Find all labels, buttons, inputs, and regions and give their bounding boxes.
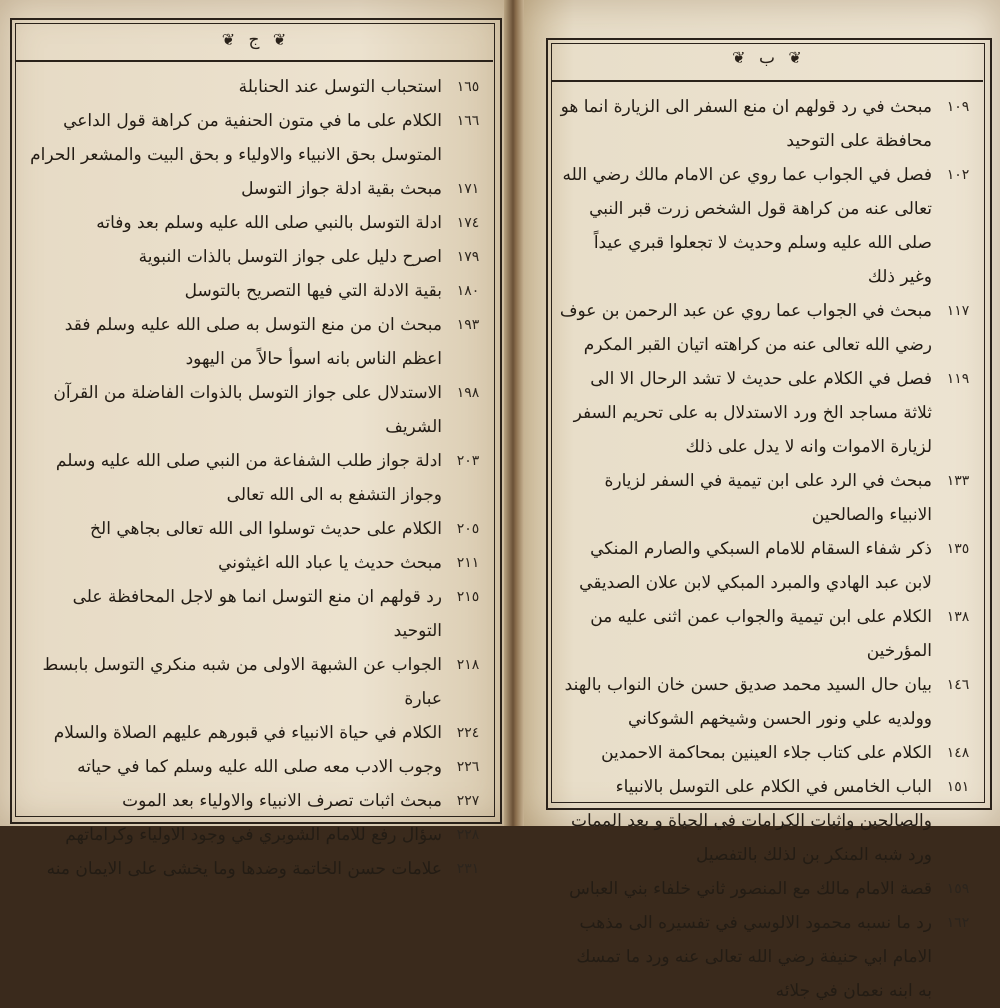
entry-title: رد قولهم ان منع التوسل انما هو لاجل المحافظة على التوحيد	[72, 587, 442, 641]
page-number: ٢٢٧	[456, 793, 480, 809]
toc-entry	[558, 770, 978, 872]
toc-entry	[22, 376, 488, 444]
toc-entry	[22, 274, 488, 308]
page-number: ١٧٤	[456, 215, 480, 231]
toc-entry	[558, 872, 978, 906]
toc-entry	[558, 736, 978, 770]
ornament-icon: ❦	[788, 48, 802, 67]
entry-title: مبحث في الرد على ابن تيمية في السفر لزيارة الانبياء والصالحين	[604, 471, 932, 525]
page-number: ١٤٦	[946, 677, 970, 693]
entry-title: مبحث حديث يا عباد الله اغيثوني	[218, 553, 442, 573]
entry-title: سؤال رفع للامام الشوبري في وجود الاولياء وكراماتهم	[65, 825, 442, 845]
page-number: ٢٠٣	[456, 453, 480, 469]
header-rule	[15, 60, 493, 62]
entry-title: مبحث بقية ادلة جواز التوسل	[241, 179, 442, 199]
page-number: ١٧١	[456, 181, 480, 197]
page-number: ١٣٨	[946, 609, 970, 625]
toc-entry	[558, 668, 978, 736]
page-number: ١٩٣	[456, 317, 480, 333]
toc-entry	[22, 308, 488, 376]
page-number: ١٦٢	[946, 915, 970, 931]
toc-entry	[22, 546, 488, 580]
page-number: ١١٩	[946, 371, 970, 387]
page-number: ٢٢٤	[456, 725, 480, 741]
header-rule	[551, 80, 983, 82]
entry-title: مبحث ان من منع التوسل به صلى الله عليه وسلم فقد اعظم الناس بانه اسوأ حالاً من اليهود	[64, 315, 442, 369]
toc-entry	[22, 240, 488, 274]
page-number: ٢١١	[456, 555, 480, 571]
toc-entry	[22, 444, 488, 512]
page-number: ١٤٨	[946, 745, 970, 761]
toc-entry	[22, 172, 488, 206]
page-number: ١٨٠	[456, 283, 480, 299]
toc-entry	[22, 852, 488, 886]
page-number: ١٠٢	[946, 167, 970, 183]
page-number: ٢٢٨	[456, 827, 480, 843]
page-number: ٢١٨	[456, 657, 480, 673]
ornament-icon: ❦	[221, 30, 236, 49]
entry-title: قصة الامام مالك مع المنصور ثاني خلفاء بني العباس	[569, 879, 932, 899]
ornament-icon: ❦	[272, 30, 287, 49]
toc-entry	[22, 716, 488, 750]
page-number: ١٦٦	[456, 113, 480, 129]
entry-title: الكلام على ما في متون الحنفية من كراهة قول الداعي المتوسل بحق الانبياء والاولياء و بحق البيت والمشعر الحرام	[30, 111, 442, 165]
toc-entry	[22, 206, 488, 240]
toc-entry	[558, 362, 978, 464]
entry-title: رد ما نسبه محمود الالوسي في تفسيره الى مذهب الامام ابي حنيفة رضي الله تعالى عنه ورد ما تمسك به ابنه نعمان في جلائه	[576, 913, 932, 1001]
entry-title: الكلام في حياة الانبياء في قبورهم عليهم الصلاة والسلام	[53, 723, 442, 743]
page-number: ١٣٣	[946, 473, 970, 489]
entry-title: الاستدلال على جواز التوسل بالذوات الفاضلة من القرآن الشريف	[53, 383, 442, 437]
toc-entry	[558, 294, 978, 362]
toc-entry	[22, 580, 488, 648]
entry-title: علامات حسن الخاتمة وضدها وما يخشى على الايمان منه	[46, 859, 442, 879]
page-number: ٢٠٥	[456, 521, 480, 537]
entry-title: استحباب التوسل عند الحنابلة	[238, 77, 442, 97]
entry-title: مبحث في رد قولهم ان منع السفر الى الزيارة انما هو محافظة على التوحيد	[560, 97, 932, 151]
toc-entry	[558, 90, 978, 158]
page-number: ٢٣١	[456, 861, 480, 877]
toc-entry	[22, 70, 488, 104]
left-page-header	[15, 30, 493, 50]
entry-title: الكلام على ابن تيمية والجواب عمن اثنى عليه من المؤرخين	[590, 607, 932, 661]
book-gutter	[504, 0, 524, 826]
page-number: ١٧٩	[456, 249, 480, 265]
page-number: ١٥١	[946, 779, 970, 795]
page-number: ١٠٩	[946, 99, 970, 115]
entry-title: بقية الادلة التي فيها التصريح بالتوسل	[184, 281, 442, 301]
entry-title: الكلام على كتاب جلاء العينين بمحاكمة الاحمدين	[601, 743, 932, 763]
right-toc-list	[558, 90, 978, 1008]
entry-title: فصل في الكلام على حديث لا تشد الرحال الا الى ثلاثة مساجد الخ ورد الاستدلال به على تحريم السفر لزيارة الاموات وانه لا يدل على ذلك	[573, 369, 932, 457]
page-number: ٢٢٦	[456, 759, 480, 775]
right-page-header	[551, 48, 983, 68]
toc-entry	[22, 512, 488, 546]
page-signature-letter: ب	[758, 48, 775, 68]
page-signature-letter: ج	[248, 30, 260, 50]
toc-entry	[22, 648, 488, 716]
entry-title: مبحث اثبات تصرف الانبياء والاولياء بعد الموت	[122, 791, 442, 811]
toc-entry	[22, 818, 488, 852]
toc-entry	[22, 784, 488, 818]
toc-entry	[558, 600, 978, 668]
entry-title: فصل في الجواب عما روي عن الامام مالك رضي الله تعالى عنه من كراهة قول الشخص زرت قبر النبي صلى الله عليه وسلم وحديث لا تجعلوا قبري عيداً وغير ذلك	[562, 165, 932, 287]
page-number: ١١٧	[946, 303, 970, 319]
entry-title: الباب الخامس في الكلام على التوسل بالانبياء والصالحين واثبات الكرامات في الحياة و بعد الممات ورد شبه المنكر بن لذلك بالتفصيل	[571, 777, 932, 865]
ornament-icon: ❦	[732, 48, 746, 67]
toc-entry	[22, 104, 488, 172]
entry-title: اصرح دليل على جواز التوسل بالذات النبوية	[138, 247, 442, 267]
toc-entry	[22, 750, 488, 784]
left-toc-list	[22, 70, 488, 886]
toc-entry	[558, 906, 978, 1008]
entry-title: ادلة التوسل بالنبي صلى الله عليه وسلم بعد وفاته	[96, 213, 442, 233]
toc-entry	[558, 158, 978, 294]
page-number: ١٩٨	[456, 385, 480, 401]
entry-title: بيان حال السيد محمد صديق حسن خان النواب بالهند وولديه علي ونور الحسن وشيخهم الشوكاني	[564, 675, 932, 729]
entry-title: الكلام على حديث توسلوا الى الله تعالى بجاهي الخ	[90, 519, 442, 539]
entry-title: مبحث في الجواب عما روي عن عبد الرحمن بن عوف رضي الله تعالى عنه من كراهته اتيان القبر المكرم	[559, 301, 932, 355]
entry-title: ذكر شفاء السقام للامام السبكي والصارم المنكي لابن عبد الهادي والمبرد المبكي لابن علان الصديقي	[579, 539, 932, 593]
entry-title: ادلة جواز طلب الشفاعة من النبي صلى الله عليه وسلم وجواز التشفع به الى الله تعالى	[55, 451, 442, 505]
toc-entry	[558, 532, 978, 600]
page-number: ١٥٩	[946, 881, 970, 897]
entry-title: وجوب الادب معه صلى الله عليه وسلم كما في حياته	[77, 757, 442, 777]
page-number: ١٣٥	[946, 541, 970, 557]
toc-entry	[558, 464, 978, 532]
entry-title: الجواب عن الشبهة الاولى من شبه منكري التوسل بابسط عبارة	[42, 655, 442, 709]
page-number: ١٦٥	[456, 79, 480, 95]
page-number: ٢١٥	[456, 589, 480, 605]
